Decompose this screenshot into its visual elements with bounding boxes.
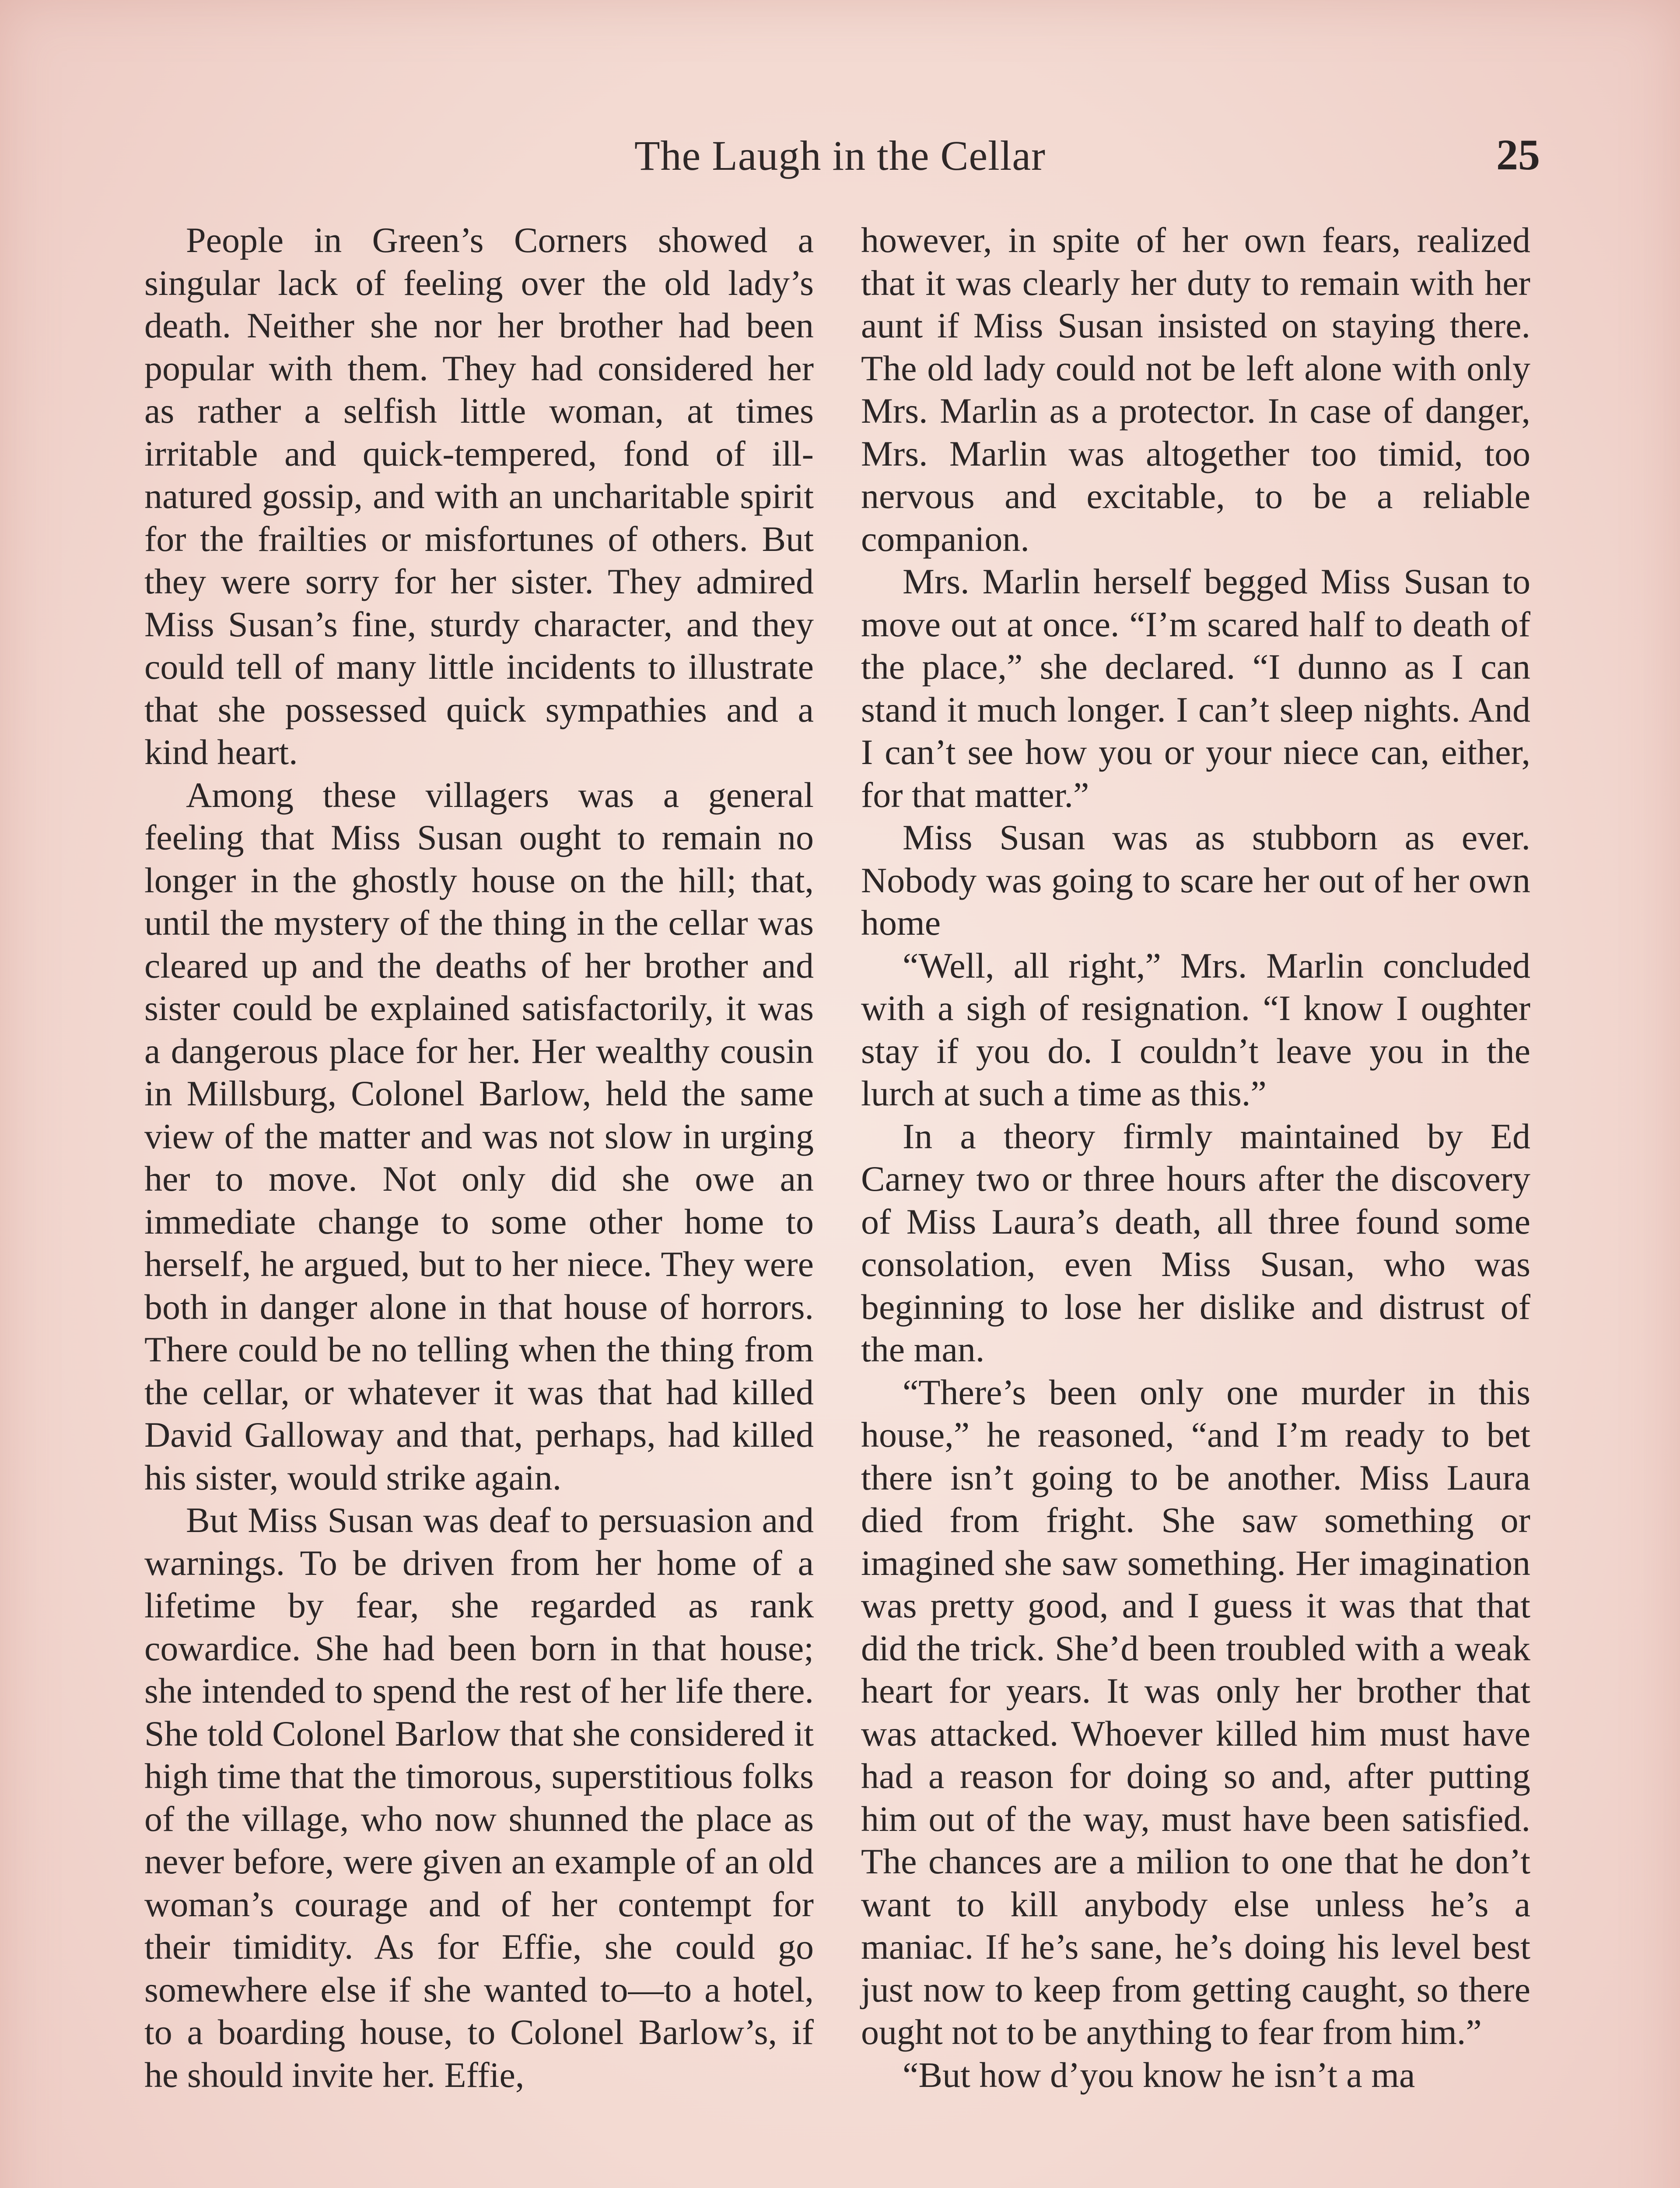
right-column <box>861 219 1530 2096</box>
paragraph: People in Green’s Corners showed a singular lack of feeling over the old lady’s death. Neither she nor her brother had been popular with them. They had considered her as rather a selfish little woman, at times irritable and quick-tempered, fond of ill-natured gossip, and with an uncharitable spirit for the frailties or misfortunes of others. But they were sorry for her sister. They admired Miss Susan’s fine, sturdy character, and they could tell of many little incidents to illustrate that she possessed quick sympathies and a kind heart. <box>144 220 814 772</box>
paragraph: “But how d’you know he isn’t a ma <box>903 2055 1415 2095</box>
running-title: The Laugh in the Cellar <box>634 132 1046 179</box>
paragraph: In a theory firmly maintained by Ed Carney two or three hours after the discovery of Miss Laura’s death, all three found some consolation, even Miss Susan, who was beginning to lose her dislike and distrust of the man. <box>861 1116 1530 1369</box>
paragraph: however, in spite of her own fears, realized that it was clearly her duty to remain with her aunt if Miss Susan insisted on staying there. The old lady could not be left alone with only Mrs. Marlin as a protector. In case of danger, Mrs. Marlin was altogether too timid, too nervous and excitable, to be a reliable companion. <box>861 220 1530 559</box>
paragraph: “Well, all right,” Mrs. Marlin concluded with a sigh of resignation. “I know I oughter stay if you do. I couldn’t leave you in the lurch at such a time as this.” <box>861 945 1530 1113</box>
page-header <box>140 131 1540 188</box>
paragraph: But Miss Susan was deaf to persuasion and warnings. To be driven from her home of a lifetime by fear, she regarded as rank cowardice. She had been born in that house; she intended to spend the rest of her life there. She told Colonel Barlow that she considered it high time that the timorous, superstitious folks of the village, who now shunned the place as never before, were given an example of an old woman’s courage and of her contempt for their timidity. As for Effie, she could go somewhere else if she wanted to—to a hotel, to a boarding house, to Colonel Barlow’s, if he should invite her. Effie, <box>144 1500 814 2095</box>
paragraph: Mrs. Marlin herself begged Miss Susan to move out at once. “I’m scared half to death of the place,” she declared. “I dunno as I can stand it much longer. I can’t sleep nights. And I can’t see how you or your niece can, either, for that matter.” <box>861 561 1530 815</box>
paragraph: “There’s been only one murder in this house,” he reasoned, “and I’m ready to bet there isn’t going to be another. Miss Laura died from fright. She saw something or imagined she saw something. Her imagination was pretty good, and I guess it was that that did the trick. She’d been troubled with a weak heart for years. It was only her brother that was attacked. Whoever killed him must have had a reason for doing so and, after putting him out of the way, must have been satisfied. The chances are a milion to one that he don’t want to kill anybody else unless he’s a maniac. If he’s sane, he’s doing his level best just now to keep from getting caught, so there ought not to be anything to fear from him.” <box>861 1372 1530 2052</box>
left-column <box>144 219 814 2096</box>
paragraph: Miss Susan was as stubborn as ever. Nobody was going to scare her out of her own home <box>861 817 1530 943</box>
paragraph: Among these villagers was a general feeling that Miss Susan ought to remain no longer in the ghostly house on the hill; that, until the mystery of the thing in the cellar was cleared up and the deaths of her brother and sister could be explained satisfactorily, it was a dangerous place for her. Her wealthy cousin in Millsburg, Colonel Barlow, held the same view of the matter and was not slow in urging her to move. Not only did she owe an immediate change to some other home to herself, he argued, but to her niece. They were both in danger alone in that house of horrors. There could be no telling when the thing from the cellar, or whatever it was that had killed David Galloway and that, perhaps, had killed his sister, would strike again. <box>144 775 814 1497</box>
page-number: 25 <box>1496 130 1540 179</box>
